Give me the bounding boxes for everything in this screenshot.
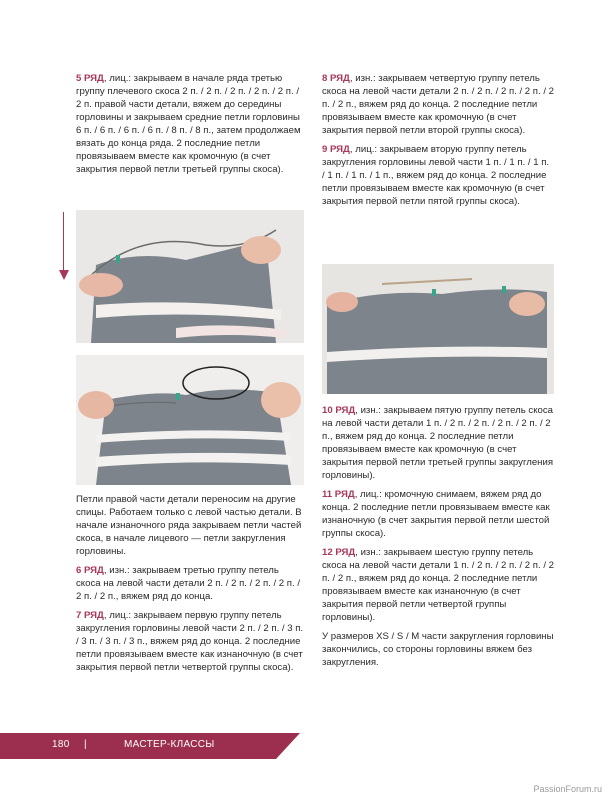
row-label: 8 РЯД xyxy=(322,73,350,84)
photo-knitting-step-3 xyxy=(322,264,554,394)
watermark: PassionForum.ru xyxy=(533,784,602,794)
row-text: , изн.: закрываем третью группу петель скоса на левой части детали 2 п. / 2 п. / 2 п. / 2 п. / 2 п. / 2 п., вяжем ряд до конца. xyxy=(76,565,300,602)
knitting-photo-2-illustration xyxy=(76,355,304,485)
paragraph-row-7 xyxy=(76,609,304,674)
row-text: , лиц.: кромочную снимаем, вяжем ряд до конца. 2 последние петли провязываем вместе как изнаночную (в счет закрытия первой петли шестой группы скоса). xyxy=(322,489,550,539)
down-arrow-icon xyxy=(59,270,69,280)
row-label: 10 РЯД xyxy=(322,405,356,416)
row-text: , лиц.: закрываем вторую группу петель закругления горловины левой части 1 п. / 1 п. / 1 п. / 1 п. / 1 п. / 1 п., вяжем ряд до конца. 2 последние петли провязываем вместе как кромочную (в счет закрытия первой петли пятой группы скоса). xyxy=(322,144,550,207)
right-column-bottom xyxy=(322,404,554,675)
right-column-top xyxy=(322,72,554,214)
left-column-bottom xyxy=(76,493,304,680)
page-number: 180 xyxy=(52,739,70,750)
paragraph-outro: У размеров XS / S / M части закругления горловины закончились, со стороны горловины вяжем без закругления. xyxy=(322,631,554,668)
paragraph-row-5 xyxy=(76,72,304,176)
row-label: 7 РЯД xyxy=(76,610,104,621)
paragraph-row-11 xyxy=(322,488,554,540)
footer-separator: | xyxy=(84,739,87,750)
paragraph-row-9 xyxy=(322,143,554,208)
paragraph-row-8 xyxy=(322,72,554,137)
row-text: , изн.: закрываем пятую группу петель скоса на левой части детали 1 п. / 2 п. / 2 п. / 2 п. / 2 п. / 2 п., вяжем ряд до конца. 2 последние петли провязываем вместе как кромочную (в счет закрытия первой петли третьей группы закругления горловины). xyxy=(322,405,554,481)
row-label: 5 РЯД xyxy=(76,73,104,84)
left-column-top xyxy=(76,72,304,182)
row-text: , лиц.: закрываем первую группу петель закругления горловины левой части 2 п. / 2 п. / 3 п. / 3 п. / 3 п. / 3 п., вяжем ряд до конца. 2 последние петли провязываем вместе как изнаночную (в счет закрытия первой петли четвертой группы скоса). xyxy=(76,610,304,673)
row-text: , лиц.: закрываем в начале ряда третью группу плечевого скоса 2 п. / 2 п. / 2 п. / 2 п. / 2 п. / 2 п. правой части детали, вяжем до середины горловины и закрываем средние петли горловины 6 п. / 6 п. / 6 п. / 6 п. / 8 п. / 8 п., затем продолжаем вязать до конца ряда. 2 последние петли провязываем вместе как кромочную (в счет закрытия первой петли третьей группы скоса). xyxy=(76,73,301,175)
photo-knitting-step-1 xyxy=(76,210,304,343)
paragraph-row-12 xyxy=(322,546,554,624)
row-label: 11 РЯД xyxy=(322,489,355,500)
row-label: 6 РЯД xyxy=(76,565,104,576)
paragraph-intro: Петли правой части детали переносим на другие спицы. Работаем только с левой частью детали. В начале изнаночного ряда закрываем петли частей скоса, в начале лицевого — петли закругления горловины. xyxy=(76,494,302,557)
knitting-photo-1-illustration xyxy=(76,210,304,343)
row-text: , изн.: закрываем шестую группу петель скоса на левой части детали 1 п. / 2 п. / 2 п. / 2 п. / 2 п. / 2 п., вяжем ряд до конца. 2 последние петли провязываем вместе как изнаночную (в счет закрытия первой петли четвертой группы горловины). xyxy=(322,547,554,623)
paragraph-row-10 xyxy=(322,404,554,482)
section-title: МАСТЕР-КЛАССЫ xyxy=(124,739,215,750)
row-label: 9 РЯД xyxy=(322,144,350,155)
paragraph-row-6 xyxy=(76,564,304,603)
row-text: , изн.: закрываем четвертую группу петель скоса на левой части детали 2 п. / 2 п. / 2 п. / 2 п. / 2 п. / 2 п., вяжем ряд до конца. 2 последние петли провязываем вместе как кромочную (в счет закрытия первой петли второй группы скоса). xyxy=(322,73,554,136)
knitting-photo-3-illustration xyxy=(322,264,554,394)
photo-knitting-step-2 xyxy=(76,355,304,485)
direction-line xyxy=(63,212,64,272)
row-label: 12 РЯД xyxy=(322,547,356,558)
